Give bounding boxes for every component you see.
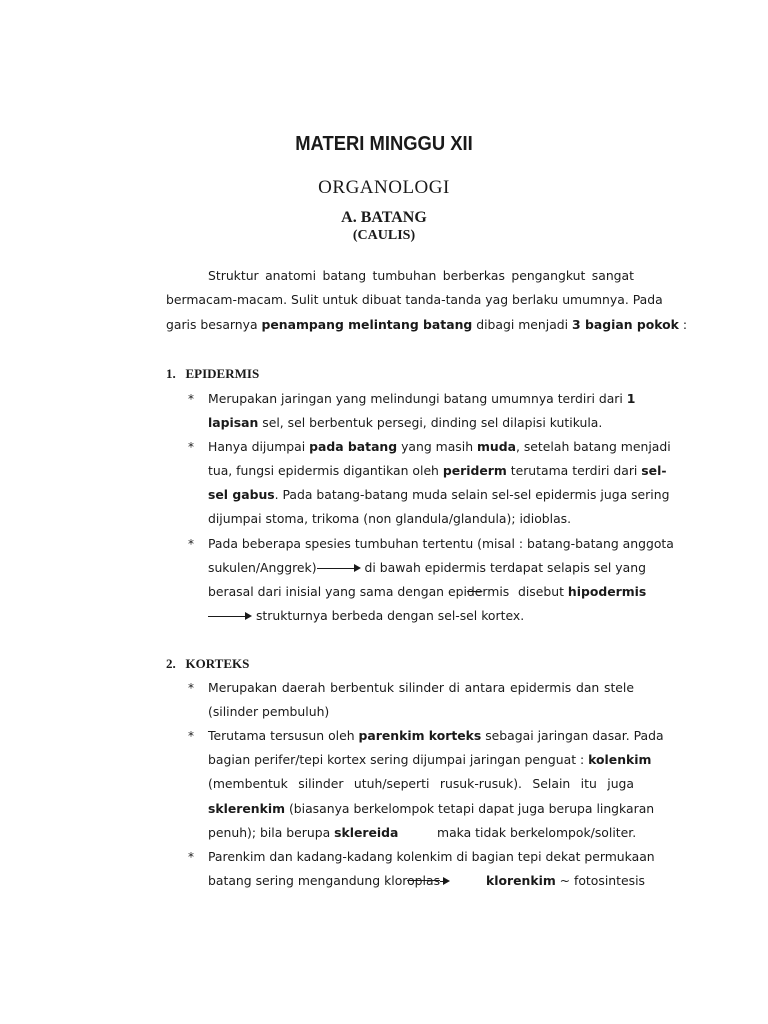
text: Merupakan jaringan yang melindungi batang umumnya terdiri dari <box>208 391 627 406</box>
text: di bawah epidermis terdapat selapis sel yang <box>360 560 646 575</box>
korteks-b3-line-1: Parenkim dan kadang-kadang kolenkim di bagian tepi dekat permukaan <box>208 849 655 864</box>
bold-term: hipodermis <box>567 584 647 599</box>
korteks-b2-line-2 <box>208 752 652 768</box>
arrow-icon <box>317 564 361 574</box>
intro-text: garis besarnya <box>166 317 262 332</box>
intro-text: dibagi menjadi <box>472 317 573 332</box>
page-title: MATERI MINGGU XII <box>295 133 473 155</box>
struck-text: oplas <box>407 873 441 888</box>
epidermis-heading: 1. EPIDERMIS <box>166 366 260 381</box>
bullet-star: * <box>188 537 194 551</box>
text: sukulen/Anggrek) <box>208 560 317 575</box>
bold-term: sel- <box>641 463 667 478</box>
epidermis-b3-line-3 <box>208 584 509 600</box>
bullet-star: * <box>188 729 194 743</box>
bullet-star: * <box>188 440 194 454</box>
korteks-b2-line-5-end: maka tidak berkelompok/soliter. <box>437 825 637 840</box>
korteks-b1-line-2: (silinder pembuluh) <box>208 704 330 719</box>
text: , setelah batang menjadi <box>515 439 671 454</box>
text: ~ fotosintesis <box>555 873 645 888</box>
intro-bold-term: 3 bagian pokok <box>572 317 679 332</box>
epidermis-b3-line-1: Pada beberapa spesies tumbuhan tertentu (misal : batang-batang anggota <box>208 536 674 551</box>
intro-line-1: Struktur anatomi batang tumbuhan berberkas pengangkut sangat <box>208 268 634 283</box>
epidermis-b2-line-1 <box>208 439 671 455</box>
bold-term: sel gabus <box>208 487 275 502</box>
text: rmis <box>482 584 510 599</box>
text: Hanya dijumpai <box>208 439 310 454</box>
epidermis-b2-line-2 <box>208 463 667 479</box>
bold-term: sklereida <box>334 825 399 840</box>
korteks-heading: 2. KORTEKS <box>166 656 250 671</box>
bold-term: kolenkim <box>588 752 652 767</box>
arrow-icon <box>208 612 252 622</box>
korteks-b2-line-3: (membentuk silinder utuh/seperti rusuk-rusuk). Selain itu juga <box>208 776 634 791</box>
bold-term: pada batang <box>309 439 398 454</box>
text: (biasanya berkelompok tetapi dapat juga berupa lingkaran <box>285 801 655 816</box>
bold-term: sklerenkim <box>208 801 285 816</box>
epidermis-b3-line-2 <box>208 560 646 576</box>
text: Terutama tersusun oleh <box>208 728 359 743</box>
korteks-b3-line-2 <box>208 873 450 889</box>
bold-term: 1 <box>626 391 636 406</box>
text: sel, sel berbentuk persegi, dinding sel dilapisi kutikula. <box>258 415 603 430</box>
struck-text: de <box>466 584 483 599</box>
korteks-b3-line-2-end <box>486 873 645 889</box>
text: bagian perifer/tepi kortex sering dijumpai jaringan penguat : <box>208 752 589 767</box>
bold-term: muda <box>477 439 516 454</box>
section-heading: A. BATANG <box>341 209 427 226</box>
text: . Pada batang-batang muda selain sel-sel epidermis juga sering <box>274 487 670 502</box>
bullet-star: * <box>188 850 194 864</box>
page-subtitle: ORGANOLOGI <box>318 177 450 198</box>
bold-term: parenkim korteks <box>358 728 482 743</box>
text: terutama terdiri dari <box>506 463 642 478</box>
arrow-icon <box>440 877 450 887</box>
text: strukturnya berbeda dengan sel-sel kortex. <box>252 608 525 623</box>
bold-term: lapisan <box>208 415 259 430</box>
bullet-star: * <box>188 392 194 406</box>
intro-line-3 <box>166 317 687 333</box>
epidermis-b2-line-4: dijumpai stoma, trikoma (non glandula/glandula); idioblas. <box>208 511 572 526</box>
text: tua, fungsi epidermis digantikan oleh <box>208 463 443 478</box>
text: berasal dari inisial yang sama dengan epi <box>208 584 467 599</box>
korteks-b2-line-5 <box>208 825 398 841</box>
epidermis-b1-line-1 <box>208 391 634 407</box>
intro-text: : <box>678 317 687 332</box>
section-latin-name: (CAULIS) <box>352 228 416 243</box>
epidermis-b3-line-4 <box>208 608 524 624</box>
epidermis-b3-line-3-end <box>518 584 646 600</box>
bullet-star: * <box>188 681 194 695</box>
text: disebut <box>518 584 568 599</box>
text: penuh); bila berupa <box>208 825 335 840</box>
bold-term: periderm <box>442 463 507 478</box>
korteks-b2-line-4 <box>208 801 655 817</box>
korteks-b2-line-1 <box>208 728 664 744</box>
korteks-b1-line-1: Merupakan daerah berbentuk silinder di antara epidermis dan stele <box>208 680 634 695</box>
bold-term: klorenkim <box>486 873 556 888</box>
text: yang masih <box>397 439 477 454</box>
epidermis-b1-line-2 <box>208 415 602 431</box>
intro-bold-term: penampang melintang batang <box>261 317 473 332</box>
intro-line-2: bermacam-macam. Sulit untuk dibuat tanda-tanda yag berlaku umumnya. Pada <box>166 292 663 307</box>
text: sebagai jaringan dasar. Pada <box>481 728 664 743</box>
epidermis-b2-line-3 <box>208 487 670 503</box>
text: batang sering mengandung klor <box>208 873 408 888</box>
